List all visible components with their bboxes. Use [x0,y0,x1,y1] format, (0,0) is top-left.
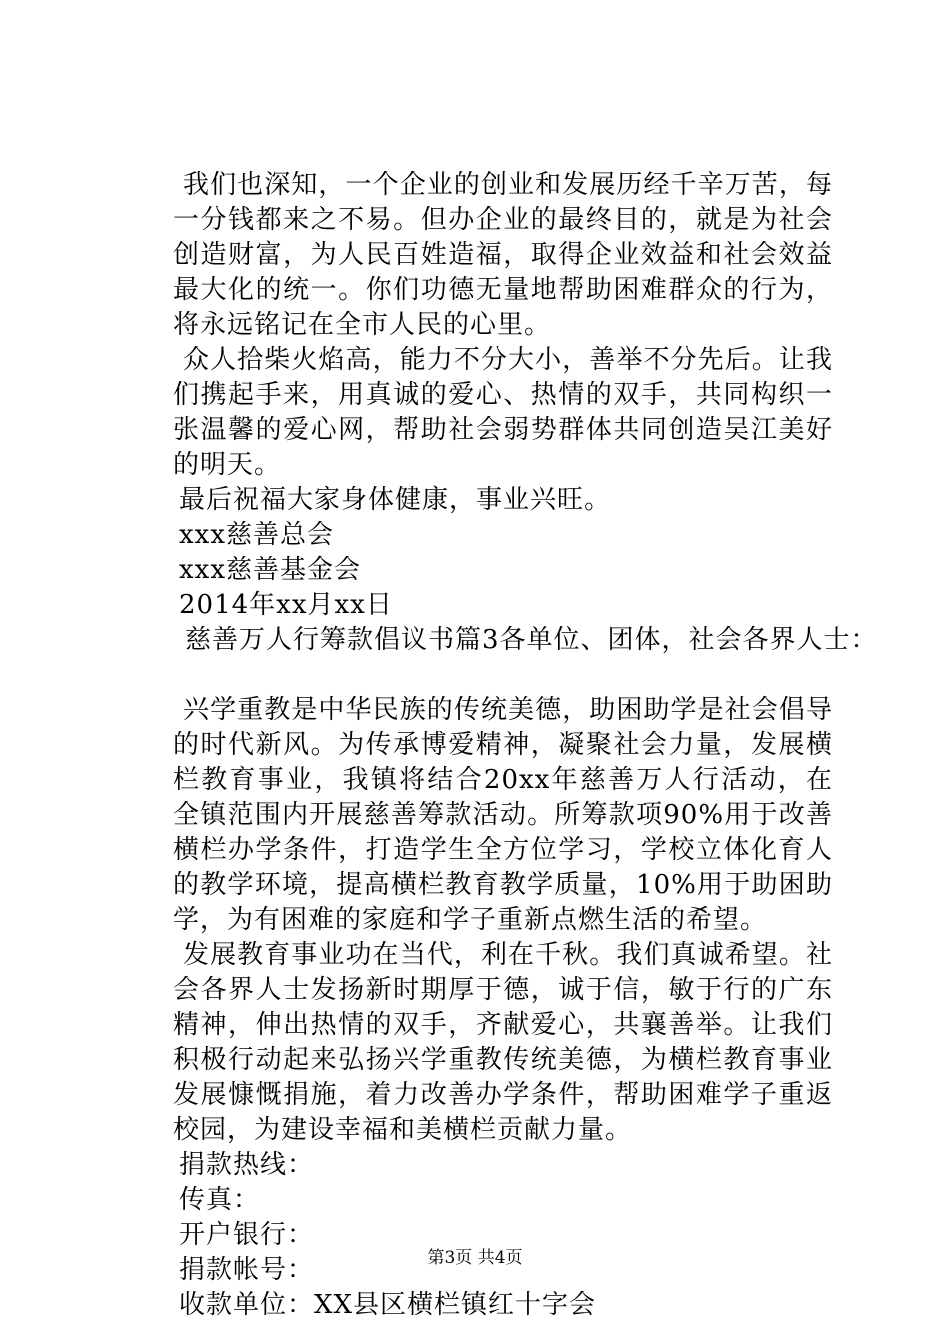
account-label: 捐款帐号： [179,1255,315,1285]
paragraph-education: 兴学重教是中华民族的传统美德，助困助学是社会倡导的时代新风。为传承博爱精神，凝聚社会力量，发展横栏教育事业，我镇将结合20xx年慈善万人行活动，在全镇范围内开展慈善筹款活动。所筹款项90%用于改善横栏办学条件，打造学生全方位学习，学校立体化育人的教学环境，提高横栏教育教学质量，10%用于助困助学，为有困难的家庭和学子重新点燃生活的希望。 [173,695,833,935]
payee-line: 收款单位：XX县区横栏镇红十字会 [179,1290,597,1320]
blank-line [173,658,833,693]
donation-hotline-label: 捐款热线： [179,1150,315,1180]
paragraph-appeal: 发展教育事业功在当代，利在千秋。我们真诚希望。社会各界人士发扬新时期厚于德，诚于信，敏于行的广东精神，伸出热情的双手，齐献爱心，共襄善举。让我们积极行动起来弘扬兴学重教传统美德，为横栏教育事业发展慷慨捐施，着力改善办学条件，帮助困难学子重返校园，为建设幸福和美横栏贡献力量。 [173,940,833,1145]
bank-label: 开户银行： [179,1220,315,1250]
paragraph-unity: 众人拾柴火焰高，能力不分大小，善举不分先后。让我们携起手来，用真诚的爱心、热情的双手，共同构织一张温馨的爱心网，帮助社会弱势群体共同创造吴江美好的明天。 [173,345,833,480]
document-body [173,168,878,1323]
closing-wishes: 最后祝福大家身体健康，事业兴旺。 [179,485,612,515]
signature-charity-federation: xxx慈善总会 [179,520,334,550]
section-heading: 慈善万人行筹款倡议书篇3各单位、团体，社会各界人士： [185,625,878,655]
page-footer: 第3页 共4页 [427,1248,523,1268]
fax-label: 传真： [179,1185,261,1215]
signature-charity-foundation: xxx慈善基金会 [179,555,361,585]
paragraph-gratitude: 我们也深知，一个企业的创业和发展历经千辛万苦，每一分钱都来之不易。但办企业的最终目的，就是为社会创造财富，为人民百姓造福，取得企业效益和社会效益最大化的统一。你们功德无量地帮助困难群众的行为，将永远铭记在全市人民的心里。 [173,170,833,340]
letter-date: 2014年xx月xx日 [179,590,393,620]
